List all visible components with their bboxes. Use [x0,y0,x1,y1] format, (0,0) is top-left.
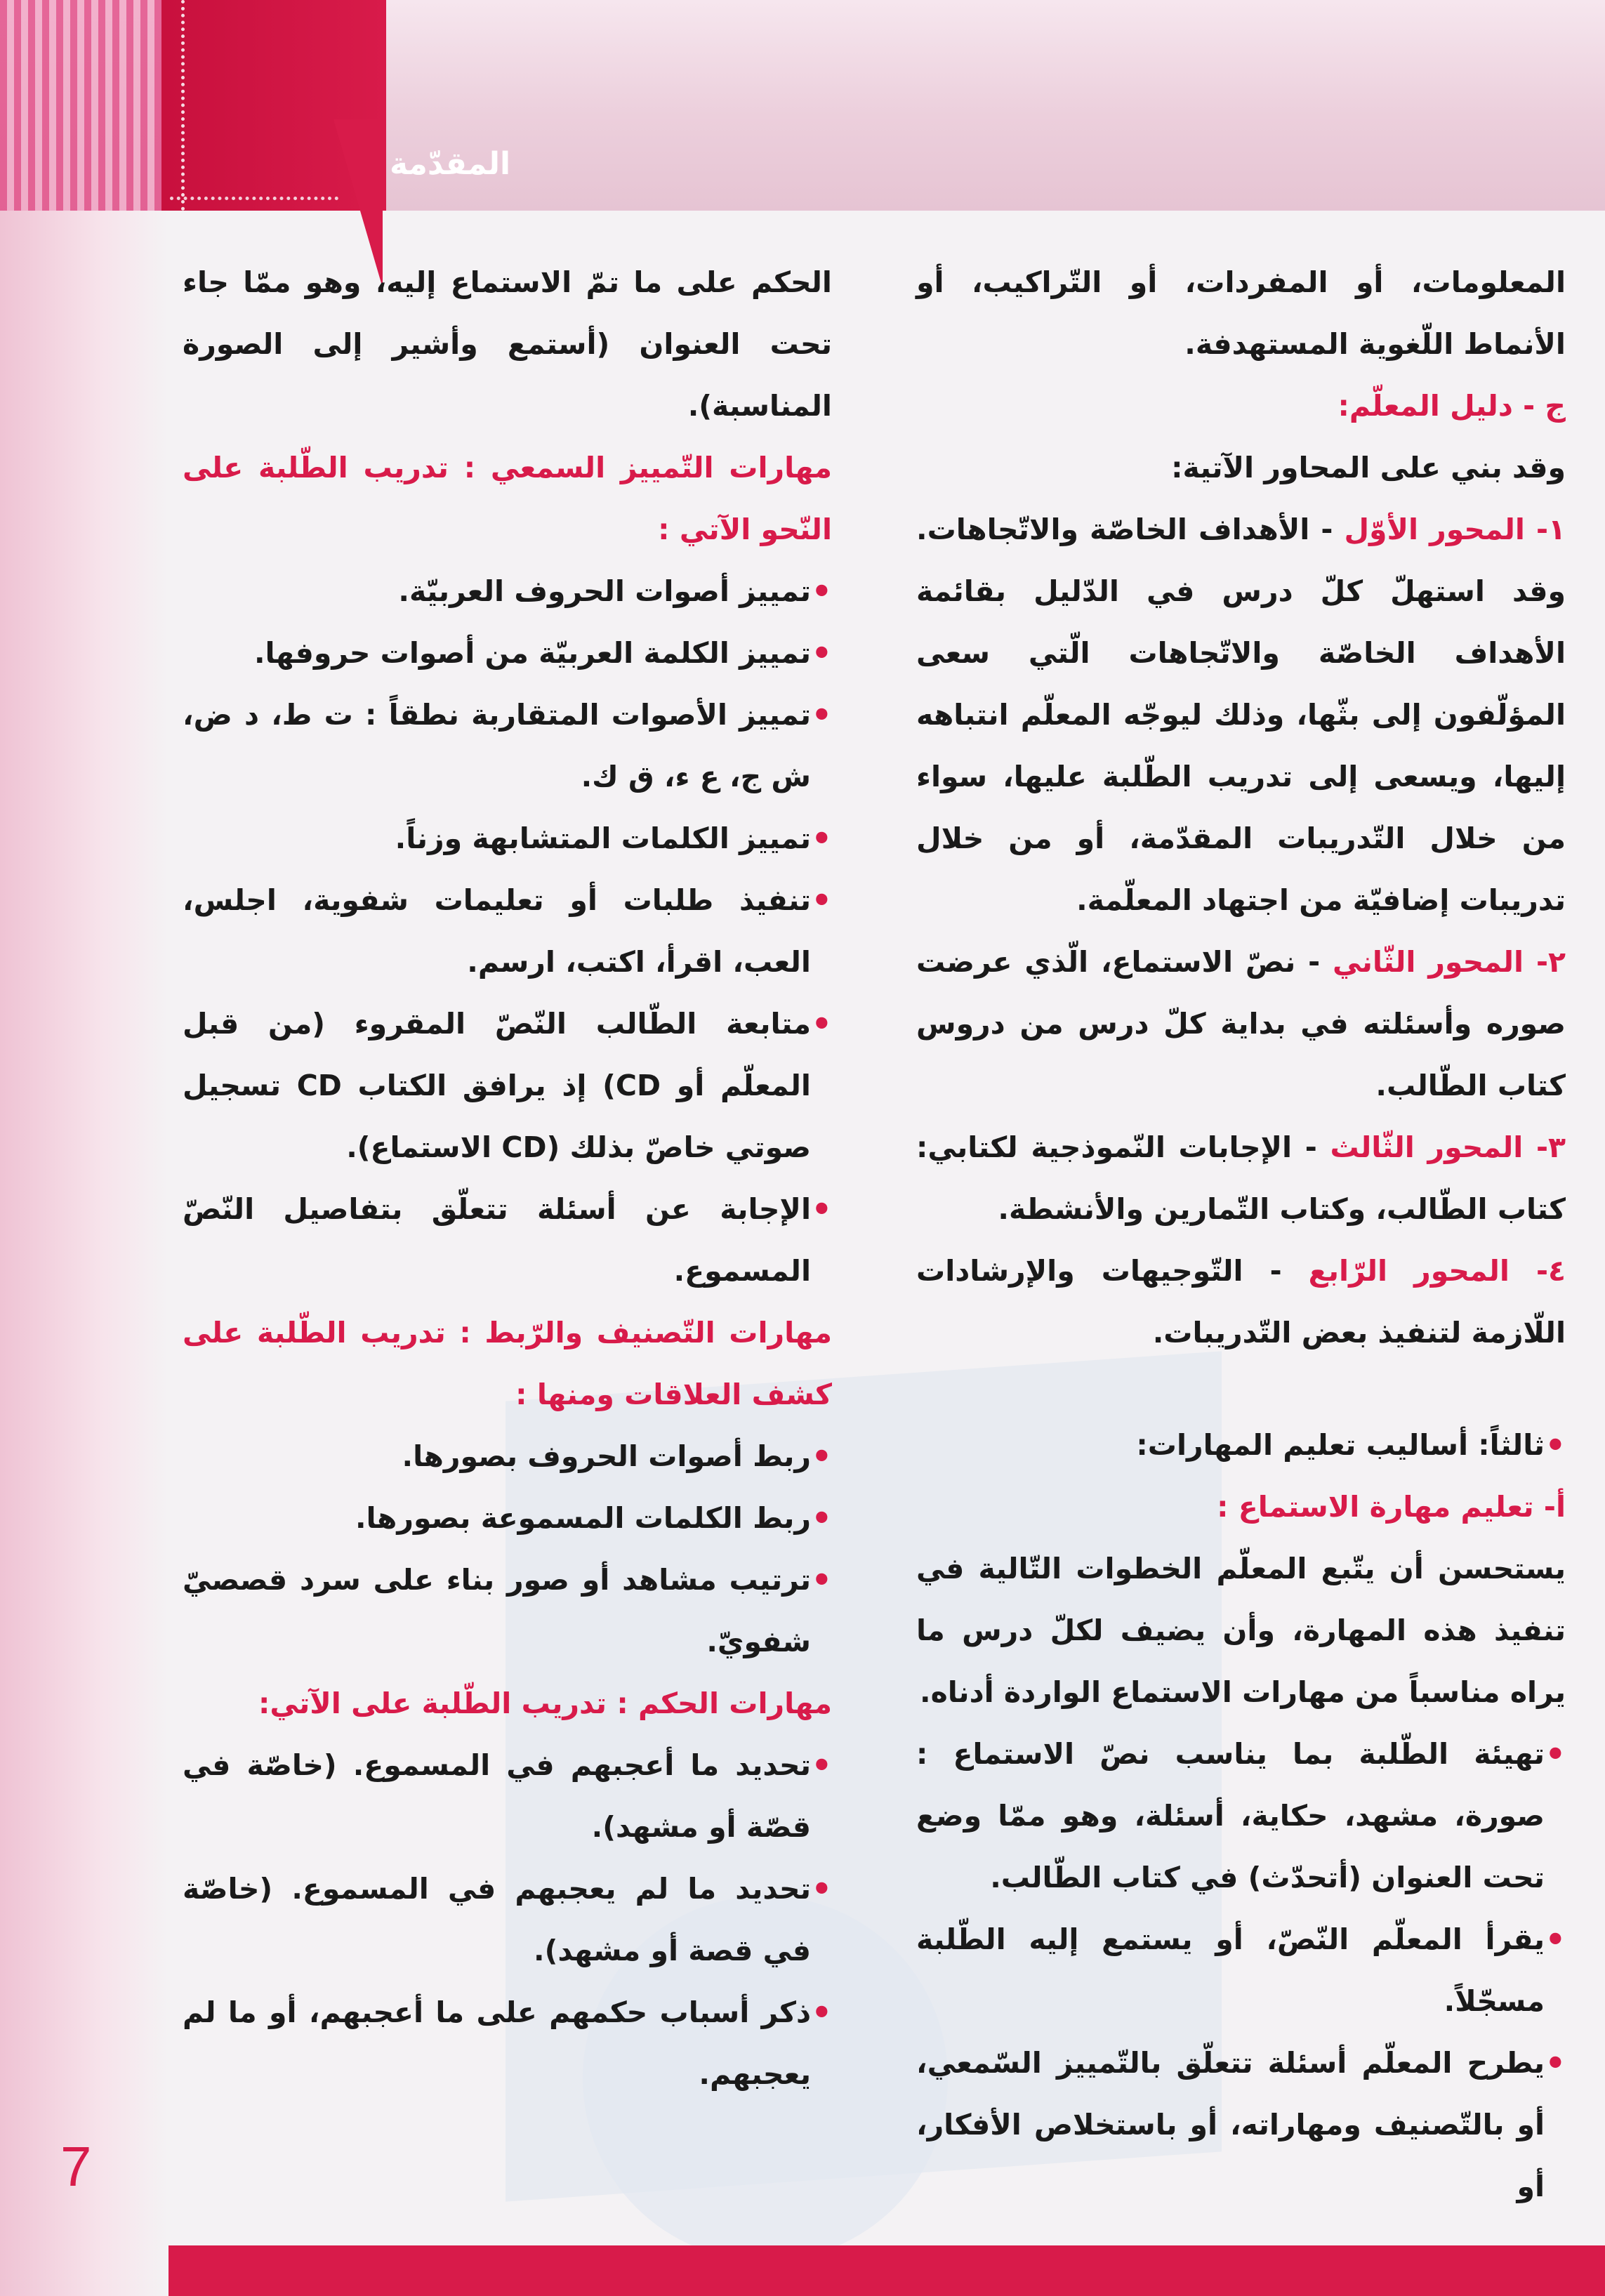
axis-2-text: - نصّ الاستماع، الّذي عرضت صوره وأسئلته في بداية كلّ درس من دروس كتاب الطّالب. [916,945,1566,1102]
step-item: • يطرح المعلّم أسئلة تتعلّق بالتّمييز السّمعي، أو بالتّصنيف ومهاراته، أو باستخلاص الأفكار، أو [916,2032,1566,2217]
page-number: 7 [60,2135,92,2198]
footer-bar [169,2245,1605,2296]
right-intro: المعلومات، أو المفردات، أو التّراكيب، أو الأنماط اللّغوية المستهدفة. [916,265,1566,361]
spacer [916,1364,1566,1414]
classification-item: • ربط أصوات الحروف بصورها. [183,1425,832,1487]
listening-intro: يستحسن أن يتّبع المعلّم الخطوات التّالية في تنفيذ هذه المهارة، وأن يضيف لكلّ درس ما يراه مناسباً من مهارات الاستماع الواردة أدناه. [916,1552,1566,1709]
discrimination-item: • الإجابة عن أسئلة تتعلّق بتفاصيل النّصّ المسموع. [183,1178,832,1302]
discrimination-item: • تمييز أصوات الحروف العربيّة. [183,560,832,622]
guide-heading: ج - دليل المعلّم: [1338,389,1566,423]
discrimination-item: • تنفيذ طلبات أو تعليمات شفوية، اجلس، العب، اقرأ، اكتب، ارسم. [183,869,832,993]
axis-1 [916,499,1566,931]
axis-2-label: ٢- المحور الثّاني [1333,945,1566,979]
left-margin [0,211,169,2296]
axis-4 [916,1240,1566,1364]
discrimination-heading: مهارات التّمييز السمعي : تدريب الطّلبة على النّحو الآتي : [183,451,832,546]
step-item: • يقرأ المعلّم النّصّ، أو يستمع إليه الطّلبة مسجّلاً. [916,1908,1566,2032]
axis-4-text: - التّوجيهات والإرشادات اللّازمة لتنفيذ بعض التّدريبات. [916,1254,1566,1350]
left-intro: الحكم على ما تمّ الاستماع إليه، وهو ممّا جاء تحت العنوان (أستمع وأشير إلى الصورة المناسبة). [183,265,832,423]
discrimination-item: • متابعة الطّالب النّصّ المقروء (من قبل المعلّم أو CD) إذ يرافق الكتاب CD تسجيل صوتي خاصّ بذلك (CD الاستماع). [183,993,832,1178]
classification-item: • ترتيب مشاهد أو صور بناء على سرد قصصيّ شفويّ. [183,1549,832,1672]
judgment-item: • تحديد ما أعجبهم في المسموع. (خاصّة في قصّة أو مشهد). [183,1734,832,1858]
step-item: • تهيئة الطّلبة بما يناسب نصّ الاستماع : صورة، مشهد، حكاية، أسئلة، وهو ممّا وضع تحت العنوان (أتحدّث) في كتاب الطّالب. [916,1723,1566,1908]
axis-1-label: ١- المحور الأوّل [1344,513,1566,546]
axis-3-text: - الإجابات النّموذجية لكتابي: كتاب الطّالب، وكتاب التّمارين والأنشطة. [916,1130,1566,1226]
header-stitch-horizontal [170,197,338,200]
discrimination-item: • تمييز الأصوات المتقاربة نطقاً : ت ط، د ض، ش ج، ع ء، ق ك. [183,684,832,807]
judgment-item: • تحديد ما لم يعجبهم في المسموع. (خاصّة في قصة أو مشهد). [183,1858,832,1981]
axis-1-text: - الأهداف الخاصّة والاتّجاهات. وقد استهلّ كلّ درس في الدّليل بقائمة الأهداف الخاصّة والاتّجاهات الّتي سعى المؤلّفون إلى بثّها، وذلك ليوجّه المعلّم انتباهه إليها، ويسعى إلى تدريب الطّلبة عليها، سواء من خلال التّدريبات المقدّمة، أو من خلال تدريبات إضافيّة من اجتهاد المعلّمة. [916,513,1566,917]
classification-item: • ربط الكلمات المسموعة بصورها. [183,1487,832,1549]
listening-heading: أ- تعليم مهارة الاستماع : [1217,1490,1566,1524]
guide-intro: وقد بني على المحاور الآتية: [1171,451,1566,484]
axis-3-label: ٣- المحور الثّالث [1330,1130,1566,1164]
discrimination-item: • تمييز الكلمة العربيّة من أصوات حروفها. [183,622,832,684]
axis-4-label: ٤- المحور الرّابع [1308,1254,1566,1288]
right-column [916,251,1566,2217]
judgment-item: • ذكر أسباب حكمهم على ما أعجبهم، أو ما لم يعجبهم. [183,1981,832,2105]
classification-heading: مهارات التّصنيف والرّبط : تدريب الطّلبة على كشف العلاقات ومنها : [183,1316,832,1411]
methods-heading: • ثالثاً: أساليب تعليم المهارات: [916,1414,1566,1476]
left-column [183,251,832,2105]
header-stitch [181,0,194,211]
section-title: المقدّمة [390,146,511,182]
axis-2 [916,931,1566,1116]
axis-3 [916,1116,1566,1240]
judgment-heading: مهارات الحكم : تدريب الطّلبة على الآتي: [258,1687,832,1720]
discrimination-item: • تمييز الكلمات المتشابهة وزناً. [183,807,832,869]
